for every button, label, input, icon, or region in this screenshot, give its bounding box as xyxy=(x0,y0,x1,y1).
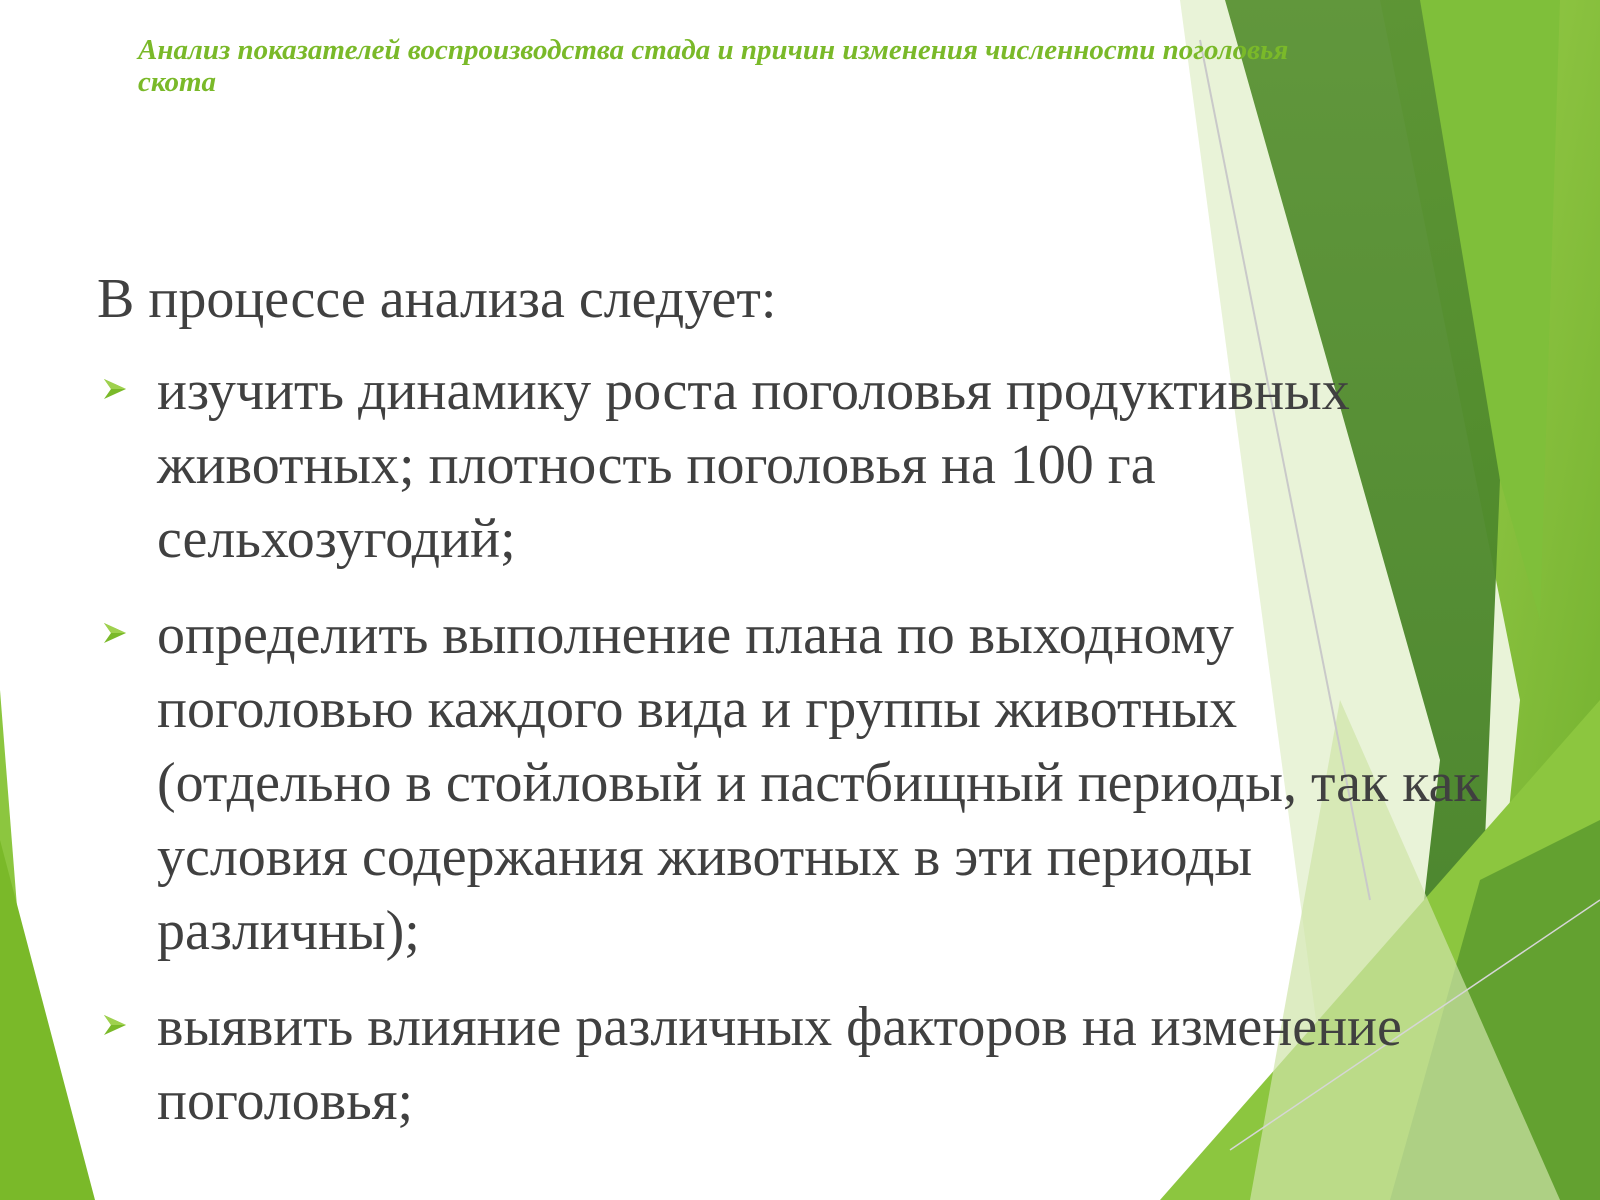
slide-title-line: скота xyxy=(138,66,217,98)
bullet-line: поголовью каждого вида и группы животных xyxy=(157,678,1238,740)
bullet-line: определить выполнение плана по выходному xyxy=(157,604,1234,666)
arrow-bullet-icon xyxy=(102,620,128,646)
bullet-item xyxy=(97,354,1577,576)
bullet-line: изучить динамику роста поголовья продуктивных xyxy=(157,360,1350,422)
bullet-item xyxy=(97,598,1577,968)
bg-shape-left-mid xyxy=(0,840,95,1200)
intro-text: В процессе анализа следует: xyxy=(97,268,777,330)
bullet-line: (отдельно в стойловый и пастбищный периоды, так как xyxy=(157,752,1481,814)
bullet-line: выявить влияние различных факторов на изменение xyxy=(157,996,1402,1058)
arrow-bullet-icon xyxy=(102,1012,128,1038)
bullet-line: сельхозугодий; xyxy=(157,508,516,570)
slide-body xyxy=(97,262,1577,1160)
bullet-line: различны); xyxy=(157,900,420,962)
arrow-bullet-icon xyxy=(102,376,128,402)
bullet-line: условия содержания животных в эти периоды xyxy=(157,826,1253,888)
bullet-item xyxy=(97,990,1577,1138)
bullet-line: животных; плотность поголовья на 100 га xyxy=(157,434,1156,496)
slide-title-line: Анализ показателей воспроизводства стада и причин изменения численности поголовья xyxy=(138,34,1289,66)
slide-title xyxy=(138,34,1478,98)
bullet-line: поголовья; xyxy=(157,1070,414,1132)
